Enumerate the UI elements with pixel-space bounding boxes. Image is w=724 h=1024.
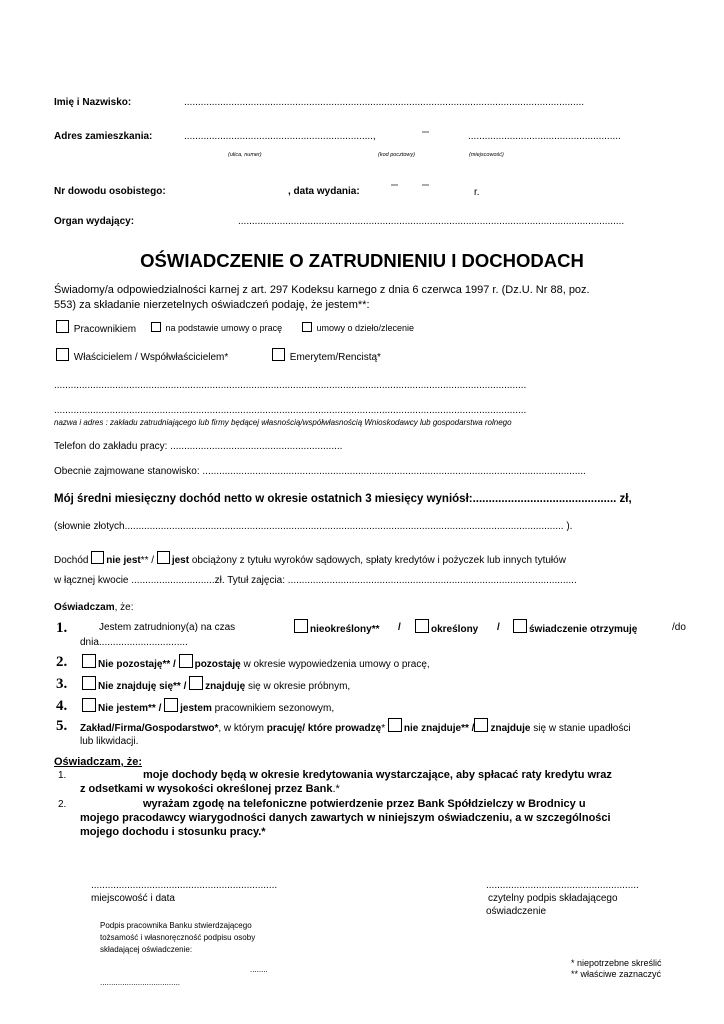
declaration-1-number: 1. — [58, 770, 67, 781]
statement-3-line — [82, 676, 350, 692]
statement-1-opt2 — [415, 619, 478, 635]
deductions-line — [54, 551, 566, 566]
statement-2-number: 2. — [56, 654, 68, 670]
postal-dash — [422, 131, 429, 133]
contract-work-label: na podstawie umowy o pracę — [165, 323, 283, 333]
statement-1-text: Jestem zatrudniony(a) na czas — [99, 622, 236, 633]
statement-1-date[interactable]: dnia................................ — [80, 637, 188, 648]
declaration-2-number: 2. — [58, 799, 67, 810]
employer-phone[interactable]: Telefon do zakładu pracy: .............................................................. — [54, 441, 343, 452]
burdened-checkbox[interactable] — [157, 551, 170, 564]
contract-task-checkbox[interactable] — [302, 322, 312, 332]
seasonal-checkbox[interactable] — [164, 698, 178, 712]
statement-1-sep2: / — [497, 622, 500, 633]
notice-checkbox[interactable] — [179, 654, 193, 668]
deductions-amount[interactable]: w łącznej kwocie ..............................zł. Tytuł zajęcia: ........................................................................................................ — [54, 575, 577, 586]
not-probation-label: Nie znajduję się — [98, 681, 174, 692]
deductions-prefix: Dochód — [54, 555, 89, 566]
option-contract-work — [151, 322, 282, 333]
statement-5-lead: Zakład/Firma/Gospodarstwo* — [80, 723, 219, 734]
declaration-1-star: .* — [332, 783, 340, 795]
not-burdened-checkbox[interactable] — [91, 551, 104, 564]
statement-3-sep: ** / — [173, 681, 187, 692]
declarations-header: Oświadczam, że: — [54, 756, 143, 768]
id-label: Nr dowodu osobistego: — [54, 186, 166, 197]
probation-checkbox[interactable] — [189, 676, 203, 690]
not-probation-checkbox[interactable] — [82, 676, 96, 690]
declaration-2-line2: mojego pracodawcy wiarygodności danych zawartych w niniejszym oświadczeniu, a w szczególności — [80, 812, 611, 824]
not-bankrupt-label: nie znajduje — [403, 723, 462, 734]
statement-2-sep: ** / — [162, 659, 176, 670]
owner-label: Właścicielem / Współwłaścicielem* — [73, 352, 229, 363]
employee-label: Pracownikiem — [73, 324, 137, 335]
probation-label: znajduję — [205, 681, 246, 692]
bank-line-3: składającej oświadczenie: — [100, 945, 193, 954]
statement-1-sep1: / — [398, 622, 401, 633]
intro-line-1: Świadomy/a odpowiedzialności karnej z art. 297 Kodeksu karnego z dnia 6 czerwca 1997 r. (Dz.U. Nr 88, poz. — [54, 284, 590, 296]
statements-header — [54, 602, 134, 613]
bankrupt-label: znajduje — [490, 723, 531, 734]
benefit-checkbox[interactable] — [513, 619, 527, 633]
year-suffix: r. — [474, 187, 480, 198]
definite-label: określony — [431, 624, 479, 635]
bank-dots-long[interactable]: .................................... — [100, 978, 181, 987]
income-line[interactable]: Mój średni miesięczny dochód netto w okresie ostatnich 3 miesięcy wyniósł:............................................. zł, — [54, 493, 632, 505]
statement-2-rest: w okresie wypowiedzenia umowy o pracę, — [243, 659, 430, 670]
signature-label-2: oświadczenie — [486, 906, 547, 917]
statement-1-opt3 — [513, 619, 637, 635]
deductions-rest: obciążony z tytułu wyroków sądowych, spłaty kredytów i pożyczek lub innych tytułów — [191, 555, 566, 566]
declaration-1-line1: moje dochody będą w okresie kredytowania wystarczające, aby spłacać raty kredytu wraz — [143, 769, 612, 781]
statement-5-sep: ** / — [461, 723, 475, 734]
name-field[interactable]: ................................................................................................................................................ — [184, 97, 585, 108]
statement-5-number: 5. — [56, 718, 68, 734]
option-owner — [56, 348, 228, 363]
statement-4-rest: pracownikiem sezonowym, — [214, 703, 335, 714]
intro-line-2: 553) za składanie nierzetelnych oświadczeń podaję, że jestem**: — [54, 299, 370, 311]
date-dash-1 — [391, 184, 398, 186]
retiree-label: Emerytem/Rencistą* — [289, 352, 381, 363]
statement-5-rest: się w stanie upadłości — [533, 723, 631, 734]
declaration-2-line1: wyrażam zgodę na telefoniczne potwierdzenie przez Bank Spółdzielczy w Brodnicy u — [143, 798, 586, 810]
statement-4-number: 4. — [56, 698, 68, 714]
indefinite-label: nieokreślony** — [310, 624, 380, 635]
footnote-2: ** właściwe zaznaczyć — [571, 969, 662, 979]
statement-4-sep: ** / — [148, 703, 162, 714]
bank-line-1: Podpis pracownika Banku stwierdzającego — [100, 921, 252, 930]
statement-3-rest: się w okresie próbnym, — [247, 681, 351, 692]
issue-date-label: , data wydania: — [288, 186, 360, 197]
address-street-field[interactable]: ...................................................................., — [184, 131, 376, 142]
option-retiree — [272, 348, 381, 363]
contract-work-checkbox[interactable] — [151, 322, 161, 332]
bank-dots-short[interactable]: ........ — [250, 965, 268, 974]
income-words[interactable]: (słownie złotych.............................................................................................................................................................. ). — [54, 521, 573, 532]
hint-street: (ulica, numer) — [228, 152, 262, 158]
deductions-sep: ** / — [140, 555, 155, 566]
not-notice-label: Nie pozostaję — [98, 659, 163, 670]
issuer-label: Organ wydający: — [54, 216, 135, 227]
not-seasonal-label: Nie jestem — [98, 703, 149, 714]
address-label: Adres zamieszkania: — [54, 131, 153, 142]
bank-line-2: tożsamość i własnoręczność podpisu osoby — [100, 933, 256, 942]
statement-3-number: 3. — [56, 676, 68, 692]
issuer-field[interactable]: ........................................................................................................................................... — [238, 216, 625, 227]
date-dash-2 — [422, 184, 429, 186]
not-burdened-label: nie jest — [106, 555, 141, 566]
statement-1-until: /do — [672, 622, 686, 633]
burdened-label: jest — [171, 555, 190, 566]
statements-header-rest: , że: — [114, 602, 134, 613]
owner-checkbox[interactable] — [56, 348, 69, 361]
employee-checkbox[interactable] — [56, 320, 69, 333]
hint-postal: (kod pocztowy) — [378, 152, 415, 158]
statements-header-bold: Oświadczam — [54, 602, 115, 613]
indefinite-checkbox[interactable] — [294, 619, 308, 633]
option-contract-task — [302, 322, 414, 333]
option-employee — [56, 320, 136, 335]
declaration-2-line3: mojego dochodu i stosunku pracy.* — [80, 826, 266, 838]
place-date-field[interactable]: ................................................................... — [91, 880, 278, 891]
contract-task-label: umowy o dzieło/zlecenie — [316, 323, 415, 333]
employer-hint: nazwa i adres : zakładu zatrudniającego lub firmy będącej własnością/współwłasnością Wnioskodawcy lub gospodarstwa rolnego — [54, 418, 512, 427]
not-seasonal-checkbox[interactable] — [82, 698, 96, 712]
footnote-1: * niepotrzebne skreślić — [571, 958, 662, 968]
definite-checkbox[interactable] — [415, 619, 429, 633]
statement-5-mid: , w którym — [218, 723, 264, 734]
employer-field-1[interactable]: .......................................................................................................................................................................... — [54, 380, 527, 391]
statement-1-number: 1. — [56, 620, 68, 636]
place-date-label: miejscowość i data — [91, 893, 175, 904]
hint-city: (miejscowość) — [469, 152, 504, 158]
statement-2-line — [82, 654, 430, 670]
declaration-1-line2 — [80, 783, 340, 795]
statement-5-star: * — [381, 723, 386, 734]
not-notice-checkbox[interactable] — [82, 654, 96, 668]
signature-label-1: czytelny podpis składającego — [488, 893, 618, 904]
declaration-1-text2: z odsetkami w wysokości określonej przez Bank — [80, 783, 333, 795]
statement-5-bold2: pracuję/ które prowadzę — [266, 723, 382, 734]
seasonal-label: jestem — [180, 703, 212, 714]
not-bankrupt-checkbox[interactable] — [388, 718, 402, 732]
statement-5-line — [80, 718, 631, 734]
current-position[interactable]: Obecnie zajmowane stanowisko: .......................................................................................................................................... — [54, 466, 586, 477]
page-title: OŚWIADCZENIE O ZATRUDNIENIU I DOCHODACH — [140, 250, 584, 271]
bankrupt-checkbox[interactable] — [474, 718, 488, 732]
benefit-label: świadczenie otrzymuję — [529, 624, 638, 635]
signature-field[interactable]: ....................................................... — [486, 880, 639, 891]
statement-1-opt1 — [294, 619, 379, 635]
name-label: Imię i Nazwisko: — [54, 97, 132, 108]
statement-4-line — [82, 698, 334, 714]
address-city-field[interactable]: ....................................................... — [468, 131, 621, 142]
retiree-checkbox[interactable] — [272, 348, 285, 361]
employer-field-2[interactable]: .......................................................................................................................................................................... — [54, 405, 527, 416]
statement-5-line2: lub likwidacji. — [80, 736, 139, 747]
notice-label: pozostaję — [194, 659, 241, 670]
